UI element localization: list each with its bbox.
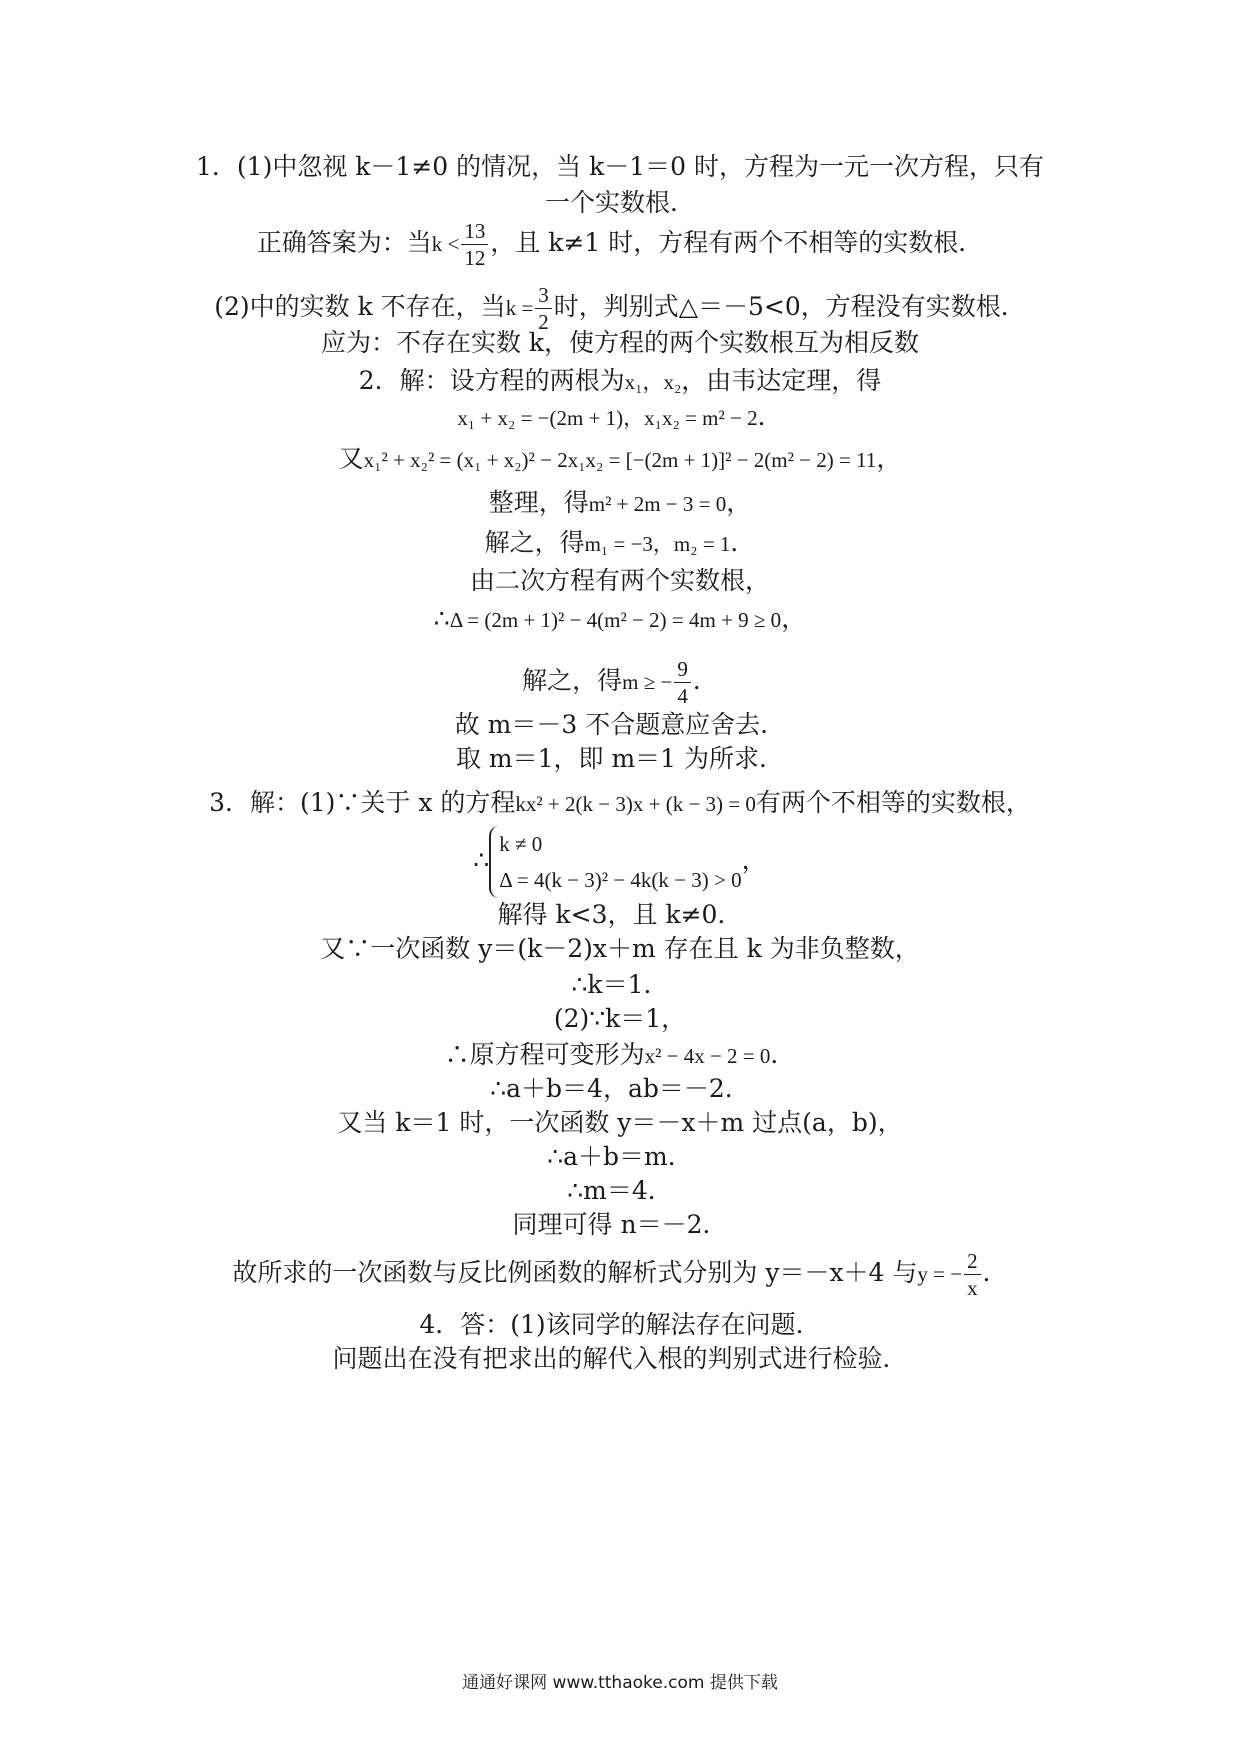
two-roots-condition: 由二次方程有两个实数根，: [469, 566, 770, 595]
m-equals-4-line: ∴m＝4．: [567, 1176, 673, 1205]
k-range-line: 解得 k<3，且 k≠0．: [497, 900, 743, 929]
m-range-line: 解之，得m ≥ − $\frac{9}{4}$ ．: [522, 657, 718, 708]
answer-4-line: 4．答：(1)该同学的解法存在问题．: [419, 1310, 821, 1339]
answer-1-line-b: 一个实数根．: [544, 188, 695, 217]
answer-1-should-be: 应为：不存在实数 k，使方程的两个实数根互为相反数: [320, 328, 920, 357]
part-2-k-line: (2)∵k＝1，: [553, 1004, 687, 1033]
fraction-13-12: $\frac{13}{12}$: [461, 218, 488, 271]
simplify-line: 整理，得m² + 2m − 3 = 0，: [488, 488, 752, 517]
system-brace: k ≠ 0 Δ = 4(k − 3)² − 4k(k − 3) > 0: [489, 826, 741, 898]
reject-m-line: 故 m＝－3 不合题意应舍去．: [454, 710, 786, 739]
answer-1-correct-line: 正确答案为：当k < $\frac{13}{12}$ ，且 k≠1 时，方程有两个不相等的实数根．: [256, 219, 984, 270]
final-expressions-line: 故所求的一次函数与反比例函数的解析式分别为 y＝－x＋4 与y = − $\frac{2}{x}$ ．: [232, 1249, 1008, 1300]
take-m-line: 取 m＝1，即 m＝1 为所求．: [455, 744, 785, 773]
sum-product-line: ∴a＋b＝4，ab＝－2．: [490, 1074, 750, 1103]
sum-of-squares-line: 又x₁² + x₂² = (x₁ + x₂)² − 2x₁x₂ = [−(2m + 1)]² − 2(m² − 2) = 11，: [338, 444, 902, 473]
a-plus-b-m-line: ∴a＋b＝m．: [547, 1142, 693, 1171]
fraction-2-x: $\frac{2}{x}$: [964, 1248, 981, 1301]
fraction-9-4: $\frac{9}{4}$: [674, 656, 691, 709]
transformed-equation-line: ∴原方程可变形为x² − 4x − 2 = 0．: [444, 1040, 796, 1069]
k-equals-1: ∴k＝1．: [571, 970, 669, 999]
passes-point-line: 又当 k＝1 时，一次函数 y＝－x＋m 过点(a，b)，: [337, 1108, 903, 1137]
discriminant-line: ∴Δ = (2m + 1)² − 4(m² − 2) = 4m + 9 ≥ 0，: [433, 604, 807, 633]
page-footer: 通通好课网 www.tthaoke.com 提供下载: [462, 1673, 778, 1693]
system-of-conditions: ∴ k ≠ 0 Δ = 4(k − 3)² − 4k(k − 3) > 0 ，: [0, 826, 1240, 898]
vieta-formula-line: x₁ + x₂ = −(2m + 1)，x₁x₂ = m² − 2．: [457, 402, 783, 431]
answer-1-part2-line: (2)中的实数 k 不存在，当k = $\frac{3}{2}$ 时，判别式△＝－5<0，方程没有实数根．: [214, 283, 1026, 334]
linear-function-line: 又∵一次函数 y＝(k－2)x＋m 存在且 k 为非负整数，: [320, 934, 920, 963]
answer-3-intro: 3．解：(1)∵关于 x 的方程kx² + 2(k − 3)x + (k − 3) = 0有两个不相等的实数根，: [209, 788, 1031, 817]
n-equals-line: 同理可得 n＝－2．: [512, 1210, 728, 1239]
answer-1-line-a: 1．(1)中忽视 k－1≠0 的情况，当 k－1＝0 时，方程为一元一次方程，只有: [196, 152, 1044, 181]
answer-4-reason: 问题出在没有把求出的解代入根的判别式进行检验．: [332, 1344, 908, 1373]
solve-m-line: 解之，得m₁ = −3，m₂ = 1．: [484, 528, 756, 557]
answer-2-intro: 2．解：设方程的两根为x₁，x₂，由韦达定理，得: [358, 366, 882, 395]
fraction-3-2: $\frac{3}{2}$: [535, 282, 552, 335]
